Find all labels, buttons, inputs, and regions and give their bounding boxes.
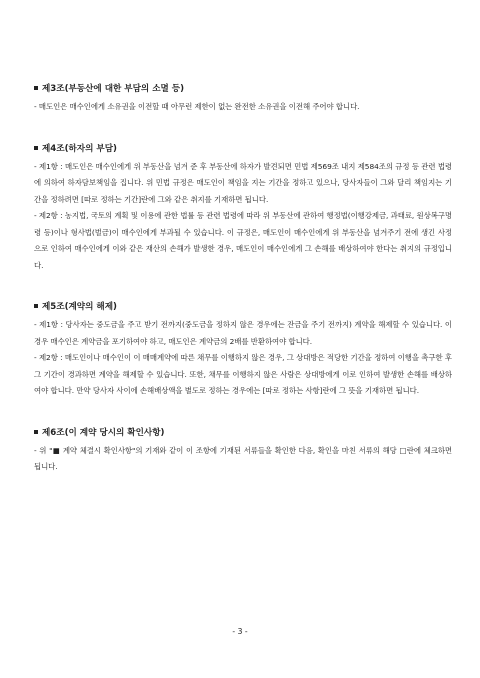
section-article-5 [34, 300, 452, 400]
section-article-6 [34, 426, 452, 476]
paragraph: - 제1항 : 매도인은 매수인에게 위 부동산을 넘겨 준 후 부동산에 하자가 발견되면 민법 제569조 내지 제584조의 규정 등 관련 법령에 의하여 하자담보책임을 집니다. 위 민법 규정은 매도인이 책임을 지는 기간을 정하고 있으나, 당사자들이 그와 달리 책임지는 기간을 정하려면 [따로 정하는 기간]란에 그와 같은 취지를 기재하면 됩니다. [34, 161, 453, 204]
section-heading [34, 82, 452, 96]
paragraph: - 매도인은 매수인에게 소유권을 이전할 때 아무런 제한이 없는 완전한 소유권을 이전해 주어야 합니다. [34, 102, 360, 111]
section-article-4 [34, 142, 452, 275]
section-heading [34, 300, 452, 314]
document-body [34, 82, 452, 502]
paragraph: - 제2항 : 매도인이나 매수인이 이 매매계약에 따른 채무를 이행하지 않은 경우, 그 상대방은 적당한 기간을 정하여 이행을 촉구한 후 그 기간이 경과하면 계약을 해제할 수 있습니다. 또한, 채무를 이행하지 않은 사람은 상대방에게 이로 인하여 발생한 손해를 배상하여야 합니다. 만약 당사자 사이에 손해배상액을 별도로 정하는 경우에는 [따로 정하는 사항]란에 그 뜻을 기재하면 됩니다. [34, 353, 452, 395]
square-bullet-icon [34, 146, 38, 150]
section-heading [34, 426, 452, 440]
square-bullet-icon [34, 304, 38, 308]
paragraph: - 제2항 : 농지법, 국토의 계획 및 이용에 관한 법률 등 관련 법령에 따라 위 부동산에 관하여 행정법(이행강제금, 과태료, 원상복구명령 등)이나 형사법(벌금)이 매수인에게 부과될 수 있습니다. 이 규정은, 매도인이 매수인에게 위 부동산을 넘겨주기 전에 생긴 사정으로 인하여 매수인에게 이와 같은 재산의 손해가 발생한 경우, 매도인이 매수인에게 그 손해를 배상하여야 한다는 취지의 규정입니다. [34, 211, 452, 270]
section-heading [34, 142, 452, 156]
heading-text: 제5조(계약의 해제) [42, 302, 117, 312]
square-bullet-icon [34, 430, 38, 434]
heading-text: 제4조(하자의 부담) [42, 143, 117, 154]
paragraph: - 위 "■ 계약 체결시 확인사항"의 기재와 같이 이 조항에 기재된 서류들을 확인한 다음, 확인을 마친 서류의 해당 □란에 체크하면 됩니다. [34, 445, 452, 471]
heading-text: 제3조(부동산에 대한 부담의 소멸 등) [42, 84, 185, 94]
page-number: - 3 - [232, 627, 248, 636]
paragraph: - 제1항 : 당사자는 중도금을 주고 받기 전까지(중도금을 정하지 않은 경우에는 잔금을 주기 전까지) 계약을 해제할 수 있습니다. 이 경우 매수인은 계약금을 포기하여야 하고, 매도인은 계약금의 2배를 반환하여야 합니다. [34, 320, 452, 346]
square-bullet-icon [34, 86, 38, 90]
heading-text: 제6조(이 계약 당시의 확인사항) [42, 427, 165, 438]
section-article-3 [34, 82, 452, 116]
